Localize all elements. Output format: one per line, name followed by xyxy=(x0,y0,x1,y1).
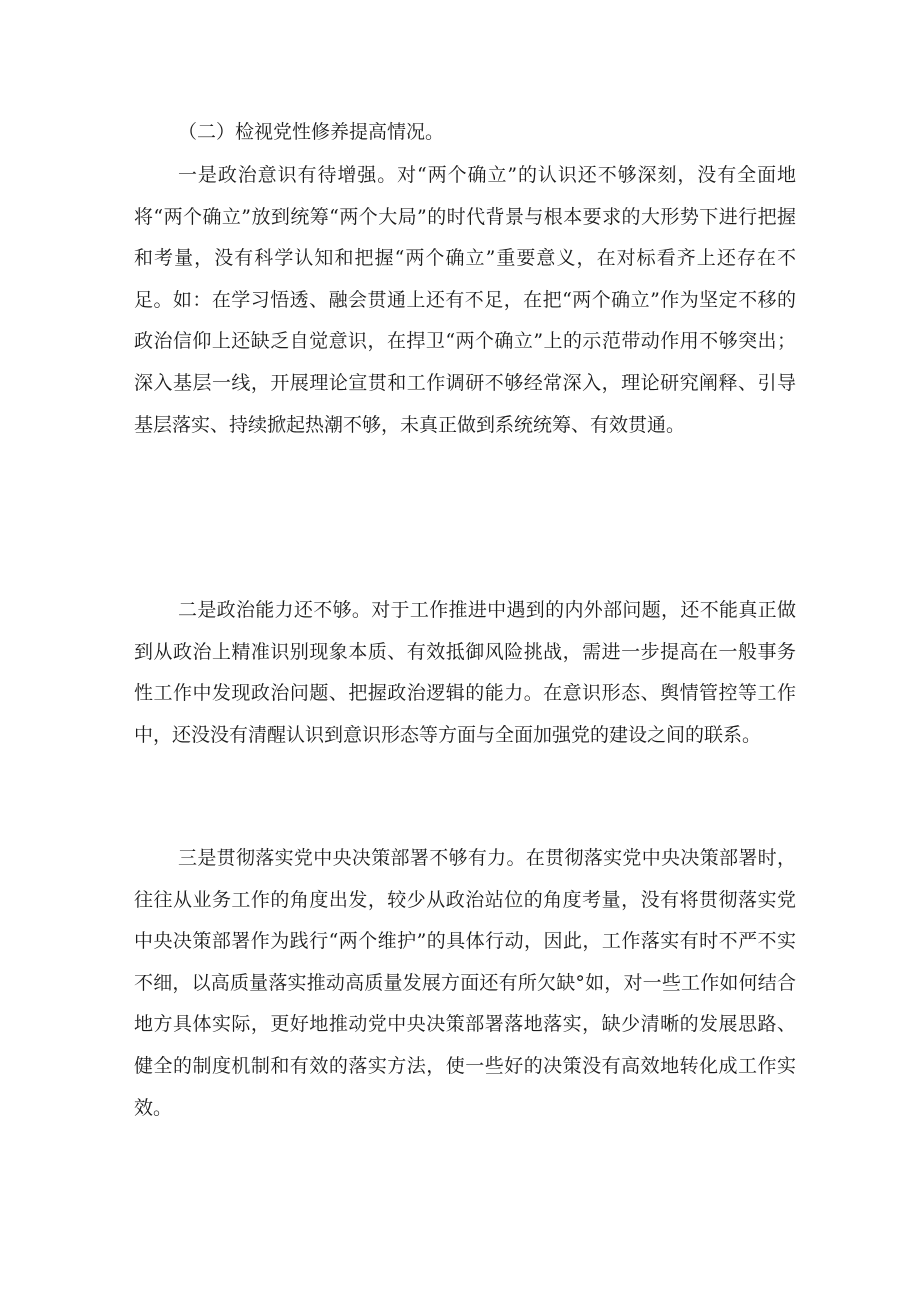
paragraph-political-awareness: 一是政治意识有待增强。对“两个确立”的认识还不够深刻，没有全面地将“两个确立”放到统筹“两个大局”的时代背景与根本要求的大形势下进行把握和考量，没有科学认知和把握“两个确立”重要意义，在对标看齐上还存在不足。如：在学习悟透、融会贯通上还有不足，在把“两个确立”作为坚定不移的政治信仰上还缺乏自觉意识，在捍卫“两个确立”上的示范带动作用不够突出；深入基层一线，开展理论宣贯和工作调研不够经常深入，理论研究阐释、引导基层落实、持续掀起热潮不够，未真正做到系统统筹、有效贯通。 xyxy=(134,164,796,436)
section-heading: （二）检视党性修养提高情况。 xyxy=(178,121,445,143)
paragraph-implementation: 三是贯彻落实党中央决策部署不够有力。在贯彻落实党中央决策部署时，往往从业务工作的角度出发，较少从政治站位的角度考量，没有将贯彻落实党中央决策部署作为践行“两个维护”的具体行动，因此，工作落实有时不严不实不细，以高质量落实推动高质量发展方面还有所欠缺°如，对一些工作如何结合地方具体实际，更好地推动党中央决策部署落地落实，缺少清晰的发展思路、健全的制度机制和有效的落实方法，使一些好的决策没有高效地转化成工作实效。 xyxy=(134,847,796,1119)
paragraph-political-ability: 二是政治能力还不够。对于工作推进中遇到的内外部问题，还不能真正做到从政治上精准识别现象本质、有效抵御风险挑战，需进一步提高在一般事务性工作中发现政治问题、把握政治逻辑的能力。在意识形态、舆情管控等工作中，还没没有清醒认识到意识形态等方面与全面加强党的建设之间的联系。 xyxy=(134,599,796,746)
